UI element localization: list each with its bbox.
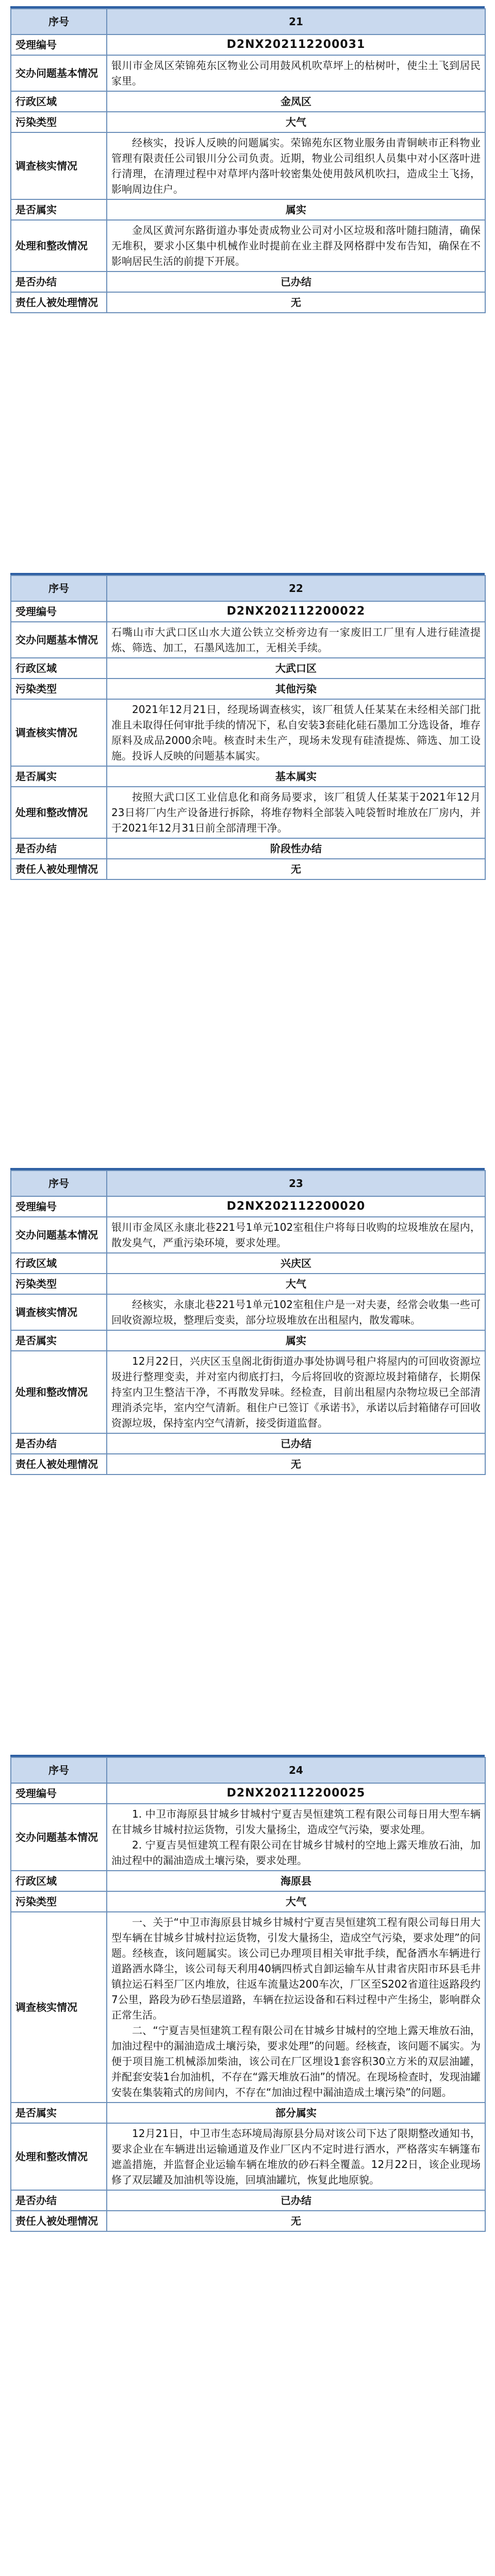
label-pollution: 污染类型 <box>11 1274 107 1294</box>
row-code <box>11 601 485 622</box>
row-pollution <box>11 112 485 132</box>
label-handling: 处理和整改情况 <box>11 2123 107 2190</box>
responsible-value: 无 <box>107 292 485 313</box>
record-21 <box>10 8 485 313</box>
row-closed <box>11 2190 485 2211</box>
row-handling <box>11 1351 485 1433</box>
investigation-paragraph: 经核实，投诉人反映的问题属实。荣锦苑东区物业服务由青铜峡市正科物业管理有限责任公司银川分公司负责。近期，物业公司组织人员集中对小区落叶进行清理，在清理过程中对草坪内落叶较密集处使用鼓风机吹扫，造成尘土飞扬，影响周边住户。 <box>111 137 481 195</box>
handling-paragraph: 12月22日，兴庆区玉皇阁北街街道办事处协调号租户将屋内的可回收资源垃圾进行整理变卖，并对室内彻底打扫，今后将回收的资源垃圾封箱储存，长期保持室内卫生整洁干净，不再散发异味。经检查，目前出租屋内杂物垃圾已全部清理消杀完毕，室内空气清新。租住户已签订《承诺书》，承诺以后封箱储存可回收资源垃圾，保持室内空气清新，接受街道监督。 <box>111 1355 481 1429</box>
closed-value: 已办结 <box>107 1433 485 1454</box>
handling-value <box>107 220 485 272</box>
record-table <box>10 1170 486 1475</box>
label-seq: 序号 <box>11 575 107 601</box>
label-pollution: 污染类型 <box>11 1891 107 1912</box>
record-24 <box>10 1757 485 2232</box>
row-closed <box>11 1433 485 1454</box>
responsible-value: 无 <box>107 859 485 879</box>
seq-value: 24 <box>107 1757 485 1783</box>
row-pollution <box>11 1891 485 1912</box>
row-investigation <box>11 1912 485 2103</box>
closed-value: 已办结 <box>107 272 485 292</box>
handling-paragraph: 12月21日，中卫市生态环境局海原县分局对该公司下达了限期整改通知书，要求企业在车辆进出运输通道及作业厂区内不定时进行洒水，严格落实车辆篷布遮盖措施，并监督企业运输车辆在堆放的砂石料全覆盖。12月22日，该企业现场修了双层罐及加油机等设施，回填油罐坑，恢复此地原貌。 <box>111 2127 481 2186</box>
row-investigation <box>11 699 485 766</box>
row-district <box>11 1871 485 1891</box>
label-verdict: 是否属实 <box>11 766 107 787</box>
row-pollution <box>11 679 485 699</box>
row-verdict <box>11 1330 485 1351</box>
row-responsible <box>11 1454 485 1475</box>
row-verdict <box>11 2103 485 2123</box>
row-code <box>11 35 485 55</box>
issue-item: 2. 宁夏吉昊恒建筑工程有限公司在甘城乡甘城村的空地上露天堆放石油，加油过程中的漏油造成土壤污染，要求处理。 <box>111 1839 481 1867</box>
responsible-value: 无 <box>107 1454 485 1475</box>
record-23 <box>10 1170 485 1475</box>
code-value: D2NX202112200022 <box>107 601 485 622</box>
verdict-value: 基本属实 <box>107 766 485 787</box>
label-district: 行政区域 <box>11 658 107 679</box>
pollution-value: 大气 <box>107 1891 485 1912</box>
record-22 <box>10 575 485 880</box>
label-responsible: 责任人被处理情况 <box>11 1454 107 1475</box>
responsible-value: 无 <box>107 2211 485 2231</box>
label-verdict: 是否属实 <box>11 199 107 220</box>
row-handling <box>11 2123 485 2190</box>
label-responsible: 责任人被处理情况 <box>11 292 107 313</box>
handling-paragraph: 按照大武口区工业信息化和商务局要求，该厂租赁人任某某于2021年12月23日将厂内生产设备进行拆除，将堆存物料全部装入吨袋暂时堆放在厂房内，并于2021年12月31日前全部清理干净。 <box>111 791 481 834</box>
investigation-paragraph: 2021年12月21日，经现场调查核实，该厂租赁人任某某在未经相关部门批准且未取得任何审批手续的情况下，私自安装3套硅化硅石墨加工分选设备，堆存原料及成品2000余吨。核查时未生产，现场未发现有硅渣提炼、筛选、加工设施。投诉人反映的问题基本属实。 <box>111 703 481 762</box>
label-verdict: 是否属实 <box>11 1330 107 1351</box>
row-investigation <box>11 1294 485 1330</box>
investigation-paragraph: 二、“宁夏吉昊恒建筑工程有限公司在甘城乡甘城村的空地上露天堆放石油，加油过程中的漏油造成土壤污染，要求处理”的问题。经核查，该问题不属实。为便于项目施工机械添加柴油，该公司在厂区埋设1套容积30立方米的双层油罐，并配套安装1台加油机，不存在“露天堆放石油”的情况。在现场检查时，发现油罐安装在集装箱式的房间内，不存在“加油过程中漏油造成土壤污染”的问题。 <box>111 2024 481 2098</box>
pollution-value: 大气 <box>107 1274 485 1294</box>
row-district <box>11 1253 485 1274</box>
label-issue: 交办问题基本情况 <box>11 622 107 658</box>
row-district <box>11 91 485 112</box>
code-value: D2NX202112200025 <box>107 1783 485 1804</box>
row-code <box>11 1783 485 1804</box>
label-seq: 序号 <box>11 1757 107 1783</box>
issue-value: 银川市金凤区荣锦苑东区物业公司用鼓风机吹草坪上的枯树叶，使尘土飞到居民家里。 <box>107 55 485 91</box>
investigation-value <box>107 132 485 199</box>
investigation-value <box>107 1294 485 1330</box>
label-closed: 是否办结 <box>11 272 107 292</box>
row-responsible <box>11 292 485 313</box>
label-handling: 处理和整改情况 <box>11 1351 107 1433</box>
label-responsible: 责任人被处理情况 <box>11 2211 107 2231</box>
handling-paragraph: 金凤区黄河东路街道办事处责成物业公司对小区垃圾和落叶随扫随清，确保无堆积，要求小区集中机械作业时提前在业主群及网格群中发布告知，确保在不影响居民生活的前提下开展。 <box>111 224 481 267</box>
handling-value <box>107 2123 485 2190</box>
row-issue <box>11 1217 485 1253</box>
row-issue <box>11 1804 485 1871</box>
pollution-value: 大气 <box>107 112 485 132</box>
row-issue <box>11 55 485 91</box>
seq-value: 22 <box>107 575 485 601</box>
district-value: 海原县 <box>107 1871 485 1891</box>
label-seq: 序号 <box>11 1171 107 1196</box>
district-value: 金凤区 <box>107 91 485 112</box>
label-investigation: 调查核实情况 <box>11 1294 107 1330</box>
label-investigation: 调查核实情况 <box>11 1912 107 2103</box>
label-issue: 交办问题基本情况 <box>11 1217 107 1253</box>
investigation-value <box>107 699 485 766</box>
issue-value <box>107 1804 485 1871</box>
row-verdict <box>11 766 485 787</box>
label-verdict: 是否属实 <box>11 2103 107 2123</box>
label-handling: 处理和整改情况 <box>11 787 107 838</box>
label-seq: 序号 <box>11 9 107 35</box>
label-issue: 交办问题基本情况 <box>11 55 107 91</box>
label-pollution: 污染类型 <box>11 112 107 132</box>
district-value: 兴庆区 <box>107 1253 485 1274</box>
row-responsible <box>11 2211 485 2231</box>
record-table <box>10 1757 486 2232</box>
label-handling: 处理和整改情况 <box>11 220 107 272</box>
seq-value: 23 <box>107 1171 485 1196</box>
row-seq <box>11 1757 485 1783</box>
closed-value: 阶段性办结 <box>107 838 485 859</box>
label-investigation: 调查核实情况 <box>11 699 107 766</box>
closed-value: 已办结 <box>107 2190 485 2211</box>
code-value: D2NX202112200020 <box>107 1196 485 1217</box>
record-table <box>10 8 486 313</box>
row-handling <box>11 787 485 838</box>
seq-value: 21 <box>107 9 485 35</box>
label-pollution: 污染类型 <box>11 679 107 699</box>
row-district <box>11 658 485 679</box>
label-district: 行政区域 <box>11 1871 107 1891</box>
row-code <box>11 1196 485 1217</box>
row-seq <box>11 1171 485 1196</box>
row-handling <box>11 220 485 272</box>
label-code: 受理编号 <box>11 35 107 55</box>
handling-value <box>107 1351 485 1433</box>
investigation-paragraph: 一、关于“中卫市海原县甘城乡甘城村宁夏吉昊恒建筑工程有限公司每日用大型车辆在甘城乡甘城村拉运货物，引发大量扬尘，造成空气污染，要求处理”的问题。经核查，该问题属实。该公司已办理项目相关审批手续，配备洒水车辆进行道路洒水降尘，该公司每天利用40辆四桥式自卸运输车从甘肃省庆阳市环县毛井镇拉运石料至厂区内堆放，往返车流量达200车次，厂区至S202省道往返路段约7公里，路段为砂石垫层道路，车辆在拉运设备和石料过程中产生扬尘，影响群众正常生活。 <box>111 1916 481 2021</box>
issue-item: 1. 中卫市海原县甘城乡甘城村宁夏吉昊恒建筑工程有限公司每日用大型车辆在甘城乡甘城村拉运货物，引发大量扬尘，造成空气污染，要求处理。 <box>111 1808 481 1836</box>
row-closed <box>11 838 485 859</box>
row-responsible <box>11 859 485 879</box>
label-code: 受理编号 <box>11 1783 107 1804</box>
record-table <box>10 575 486 880</box>
row-seq <box>11 575 485 601</box>
verdict-value: 属实 <box>107 199 485 220</box>
label-investigation: 调查核实情况 <box>11 132 107 199</box>
label-issue: 交办问题基本情况 <box>11 1804 107 1871</box>
label-closed: 是否办结 <box>11 838 107 859</box>
verdict-value: 部分属实 <box>107 2103 485 2123</box>
label-code: 受理编号 <box>11 601 107 622</box>
row-seq <box>11 9 485 35</box>
label-district: 行政区域 <box>11 1253 107 1274</box>
row-closed <box>11 272 485 292</box>
code-value: D2NX202112200031 <box>107 35 485 55</box>
label-closed: 是否办结 <box>11 2190 107 2211</box>
label-code: 受理编号 <box>11 1196 107 1217</box>
handling-value <box>107 787 485 838</box>
row-pollution <box>11 1274 485 1294</box>
pollution-value: 其他污染 <box>107 679 485 699</box>
verdict-value: 属实 <box>107 1330 485 1351</box>
row-issue <box>11 622 485 658</box>
label-district: 行政区域 <box>11 91 107 112</box>
district-value: 大武口区 <box>107 658 485 679</box>
issue-value: 石嘴山市大武口区山水大道公铁立交桥旁边有一家废旧工厂里有人进行硅渣提炼、筛选、加工，石墨风选加工，无相关手续。 <box>107 622 485 658</box>
row-investigation <box>11 132 485 199</box>
investigation-paragraph: 经核实，永康北巷221号1单元102室租住户是一对夫妻，经常会收集一些可回收资源垃圾，整理后变卖，部分垃圾堆放在出租屋内，散发霉味。 <box>111 1298 481 1326</box>
investigation-value <box>107 1912 485 2103</box>
issue-value: 银川市金凤区永康北巷221号1单元102室租住户将每日收购的垃圾堆放在屋内，散发臭气，严重污染环境，要求处理。 <box>107 1217 485 1253</box>
row-verdict <box>11 199 485 220</box>
label-closed: 是否办结 <box>11 1433 107 1454</box>
label-responsible: 责任人被处理情况 <box>11 859 107 879</box>
